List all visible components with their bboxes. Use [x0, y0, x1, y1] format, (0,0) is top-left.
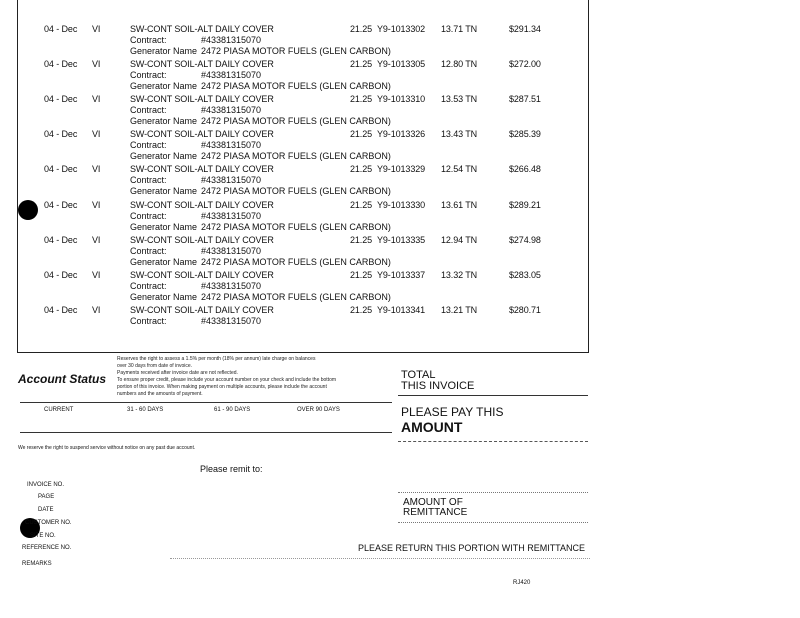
item-quantity: 13.21 TN: [441, 304, 478, 315]
item-code: VI: [92, 94, 101, 105]
total-label-line2: THIS INVOICE: [401, 380, 475, 392]
item-quantity: 13.43 TN: [441, 129, 478, 140]
item-rate: 21.25: [350, 24, 373, 34]
item-contract: [130, 280, 262, 291]
account-status-title: Account Status: [18, 372, 107, 386]
aging-current-label: CURRENT: [44, 407, 74, 413]
reserve-note: We reserve the right to suspend service without notice on any past due account.: [18, 445, 196, 451]
contract-number: #43381315070: [201, 245, 262, 256]
item-rate: 21.25: [350, 164, 373, 175]
item-code: VI: [92, 234, 101, 245]
contract-number: #43381315070: [201, 35, 262, 45]
form-code: RJ420: [513, 580, 531, 586]
customer-no-label: CUSTOMER NO.: [25, 520, 72, 526]
item-generator: [130, 116, 391, 127]
please-remit-label: Please remit to:: [200, 464, 263, 474]
item-date: 04 - Dec: [44, 164, 78, 175]
contract-label: Contract:: [130, 35, 167, 45]
item-generator: [130, 46, 391, 56]
remarks-label: REMARKS: [22, 561, 52, 567]
contract-number: #43381315070: [201, 70, 262, 81]
item-quantity: 12.80 TN: [441, 59, 478, 70]
item-ticket: Y9-1013305: [377, 59, 426, 70]
item-ticket: Y9-1013341: [377, 304, 426, 315]
item-date: 04 - Dec: [44, 199, 78, 210]
item-contract: [130, 245, 262, 256]
generator-label: Generator Name: [130, 116, 198, 127]
item-ticket: Y9-1013310: [377, 94, 426, 105]
item-ticket: Y9-1013326: [377, 129, 426, 140]
contract-number: #43381315070: [201, 175, 262, 186]
item-date: 04 - Dec: [44, 304, 78, 315]
contract-label: Contract:: [130, 210, 167, 221]
item-rate: 21.25: [350, 129, 373, 140]
item-amount: $272.00: [509, 59, 541, 70]
item-quantity: 13.32 TN: [441, 269, 478, 280]
remit-top-line: [398, 492, 588, 493]
item-amount: $280.71: [509, 304, 541, 315]
item-amount: $266.48: [509, 164, 541, 175]
item-generator: [130, 221, 391, 232]
generator-name: 2472 PIASA MOTOR FUELS (GLEN CARBON): [201, 116, 391, 127]
item-description: SW-CONT SOIL-ALT DAILY COVER: [130, 164, 274, 175]
item-date: 04 - Dec: [44, 94, 78, 105]
pay-label-line1: PLEASE PAY THIS: [401, 405, 504, 419]
item-contract: [130, 105, 262, 116]
item-contract: [130, 35, 262, 45]
generator-name: 2472 PIASA MOTOR FUELS (GLEN CARBON): [201, 81, 391, 92]
item-code: VI: [92, 164, 101, 175]
item-rate: 21.25: [350, 199, 373, 210]
contract-label: Contract:: [130, 245, 167, 256]
generator-name: 2472 PIASA MOTOR FUELS (GLEN CARBON): [201, 151, 391, 162]
generator-label: Generator Name: [130, 186, 198, 197]
generator-name: 2472 PIASA MOTOR FUELS (GLEN CARBON): [201, 221, 391, 232]
aging-over-90-label: OVER 90 DAYS: [297, 407, 340, 413]
item-ticket: Y9-1013337: [377, 269, 426, 280]
aging-61-90-label: 61 - 90 DAYS: [214, 407, 251, 413]
site-no-label: SITE NO.: [30, 533, 56, 539]
item-quantity: 12.94 TN: [441, 234, 478, 245]
generator-name: 2472 PIASA MOTOR FUELS (GLEN CARBON): [201, 46, 391, 56]
contract-number: #43381315070: [201, 315, 262, 326]
generator-label: Generator Name: [130, 291, 198, 302]
item-quantity: 13.53 TN: [441, 94, 478, 105]
item-amount: $287.51: [509, 94, 541, 105]
item-contract: [130, 140, 262, 151]
total-divider: [398, 395, 588, 396]
item-amount: $274.98: [509, 234, 541, 245]
item-code: VI: [92, 129, 101, 140]
item-description: SW-CONT SOIL-ALT DAILY COVER: [130, 304, 274, 315]
contract-label: Contract:: [130, 70, 167, 81]
item-generator: [130, 186, 391, 197]
item-amount: $285.39: [509, 129, 541, 140]
item-contract: [130, 175, 262, 186]
contract-number: #43381315070: [201, 210, 262, 221]
item-code: VI: [92, 304, 101, 315]
invoice-page: 04 - Dec VI SW-CONT SOIL-ALT DAILY COVER 21.25 Y9-1013302 13.71 TN $291.34 Contract: #43381315070 Generator Name 2472 PIASA MOTOR FUELS (GLEN CARBON) 04 - Dec VI SW-CONT SOIL-ALT DAILY COVER 21.25 Y9-1013305 12.80 TN $272.00 Contract: #43381315070 Generator Name 2472 PIASA MOTOR FUELS (GLEN CARBON) 04 - Dec VI SW-CONT SOIL-ALT DAILY COVER 21.25 Y9-1013310 13.53 TN $287.51 Contract: #43381315070 Generator Name 2472 PIASA MOTOR FUELS (GLEN CARBON) 04 - Dec VI SW-CONT SOIL-ALT DAILY COVER 21.25 Y9-1013326 13.43 TN $285.39 Contract: #43381315070 Generator Name 2472 PIASA MOTOR FUELS (GLEN CARBON) 04 - Dec VI SW-CONT SOIL-ALT DAILY COVER 21.25 Y9-1013329 12.54 TN $266.48 Contract: #43381315070 Generator Name 2472 PIASA MOTOR FUELS (GLEN CARBON) 04 - Dec VI SW-CONT SOIL-ALT DAILY COVER 21.25 Y9-1013330 13.61 TN $289.21 Contract: #43381315070 Generator Name 2472 PIASA MOTOR FUELS (GLEN CARBON) 04 - Dec VI SW-CONT SOIL-ALT DAILY COVER 21.25 Y9-1013335 12.94 TN $274.98 Contract: #43381315070 Generator Name 2472 PIASA MOTOR FUELS (GLEN CARBON) 04 - Dec VI SW-CONT SOIL-ALT DAILY COVER 21.25 Y9-1013337 13.32 TN $283.05 Contract: #43381315070 Generator Name 2472 PIASA MOTOR FUELS (GLEN CARBON) 04 - Dec VI SW-CONT SOIL-ALT DAILY COVER 21.25 Y9-1013341 13.21 TN $280.71 Contract: #43381315070 Account Status Reserves the right to assess a 1.5% per month (18% per annum) late charge on balances over 30 days from date of invoice. Payments received after invoice date are not reflected. To ensure proper credit, please include your account number on your check and include the bottom portion of this invoice. When making payment on multiple accounts, please include the account numbers and the amounts of payment. CURRENT 31 - 60 DAYS 61 - 90 DAYS OVER 90 DAYS We reserve the right to suspend service without notice on any past due account. TOTAL THIS INVOICE PLEASE PAY THIS AMOUNT Please remit to: INVOICE NO. PAGE DATE CUSTOMER NO. SITE NO. REFERENCE NO. REMARKS AMOUNT OF REMITTANCE PLEASE RETURN THIS PORTION WITH REMITTANCE RJ420: [0, 0, 800, 618]
item-description: SW-CONT SOIL-ALT DAILY COVER: [130, 129, 274, 140]
contract-number: #43381315070: [201, 140, 262, 151]
reference-no-label: REFERENCE NO.: [22, 545, 72, 551]
item-code: VI: [92, 59, 101, 70]
item-ticket: Y9-1013335: [377, 234, 426, 245]
item-ticket: Y9-1013329: [377, 164, 426, 175]
date-label: DATE: [38, 507, 54, 513]
item-contract: [130, 210, 262, 221]
contract-label: Contract:: [130, 105, 167, 116]
item-ticket: Y9-1013302: [377, 24, 426, 34]
item-ticket: Y9-1013330: [377, 199, 426, 210]
item-generator: [130, 151, 391, 162]
generator-name: 2472 PIASA MOTOR FUELS (GLEN CARBON): [201, 186, 391, 197]
generator-name: 2472 PIASA MOTOR FUELS (GLEN CARBON): [201, 256, 391, 267]
generator-label: Generator Name: [130, 46, 198, 56]
generator-label: Generator Name: [130, 81, 198, 92]
hole-punch-mark: [18, 200, 38, 220]
item-description: SW-CONT SOIL-ALT DAILY COVER: [130, 269, 274, 280]
item-generator: [130, 256, 391, 267]
item-date: 04 - Dec: [44, 129, 78, 140]
item-quantity: 12.54 TN: [441, 164, 478, 175]
item-quantity: 13.61 TN: [441, 199, 478, 210]
item-description: SW-CONT SOIL-ALT DAILY COVER: [130, 59, 274, 70]
item-generator: [130, 291, 391, 302]
remit-bottom-line: [398, 522, 588, 523]
pay-label-line2: AMOUNT: [401, 419, 463, 435]
item-rate: 21.25: [350, 269, 373, 280]
item-description: SW-CONT SOIL-ALT DAILY COVER: [130, 24, 274, 34]
item-code: VI: [92, 269, 101, 280]
contract-number: #43381315070: [201, 105, 262, 116]
item-rate: 21.25: [350, 94, 373, 105]
total-label-line1: TOTAL: [401, 369, 436, 381]
generator-label: Generator Name: [130, 151, 198, 162]
contract-label: Contract:: [130, 315, 167, 326]
item-code: VI: [92, 24, 101, 34]
contract-label: Contract:: [130, 175, 167, 186]
remittance-label: REMITTANCE: [403, 507, 468, 518]
item-code: VI: [92, 199, 101, 210]
item-contract: [130, 315, 262, 326]
item-generator: [130, 81, 391, 92]
item-date: 04 - Dec: [44, 269, 78, 280]
item-date: 04 - Dec: [44, 24, 78, 34]
item-rate: 21.25: [350, 304, 373, 315]
amount-of-label: AMOUNT OF: [403, 497, 463, 508]
aging-31-60-label: 31 - 60 DAYS: [127, 407, 164, 413]
pay-divider: [398, 441, 588, 442]
item-contract: [130, 70, 262, 81]
item-description: SW-CONT SOIL-ALT DAILY COVER: [130, 234, 274, 245]
remit-dotted-line: [170, 558, 590, 559]
generator-name: 2472 PIASA MOTOR FUELS (GLEN CARBON): [201, 291, 391, 302]
return-notice: PLEASE RETURN THIS PORTION WITH REMITTANCE: [358, 543, 586, 553]
aging-bottom-line: [20, 432, 392, 433]
page-label: PAGE: [38, 494, 55, 500]
item-date: 04 - Dec: [44, 59, 78, 70]
aging-divider: [20, 402, 392, 403]
generator-label: Generator Name: [130, 221, 198, 232]
item-rate: 21.25: [350, 59, 373, 70]
contract-number: #43381315070: [201, 280, 262, 291]
contract-label: Contract:: [130, 280, 167, 291]
item-quantity: 13.71 TN: [441, 24, 478, 34]
invoice-no-label: INVOICE NO.: [27, 482, 65, 488]
item-date: 04 - Dec: [44, 234, 78, 245]
item-amount: $283.05: [509, 269, 541, 280]
item-description: SW-CONT SOIL-ALT DAILY COVER: [130, 199, 274, 210]
item-rate: 21.25: [350, 234, 373, 245]
item-amount: $291.34: [509, 24, 541, 34]
generator-label: Generator Name: [130, 256, 198, 267]
contract-label: Contract:: [130, 140, 167, 151]
item-amount: $289.21: [509, 199, 541, 210]
item-description: SW-CONT SOIL-ALT DAILY COVER: [130, 94, 274, 105]
